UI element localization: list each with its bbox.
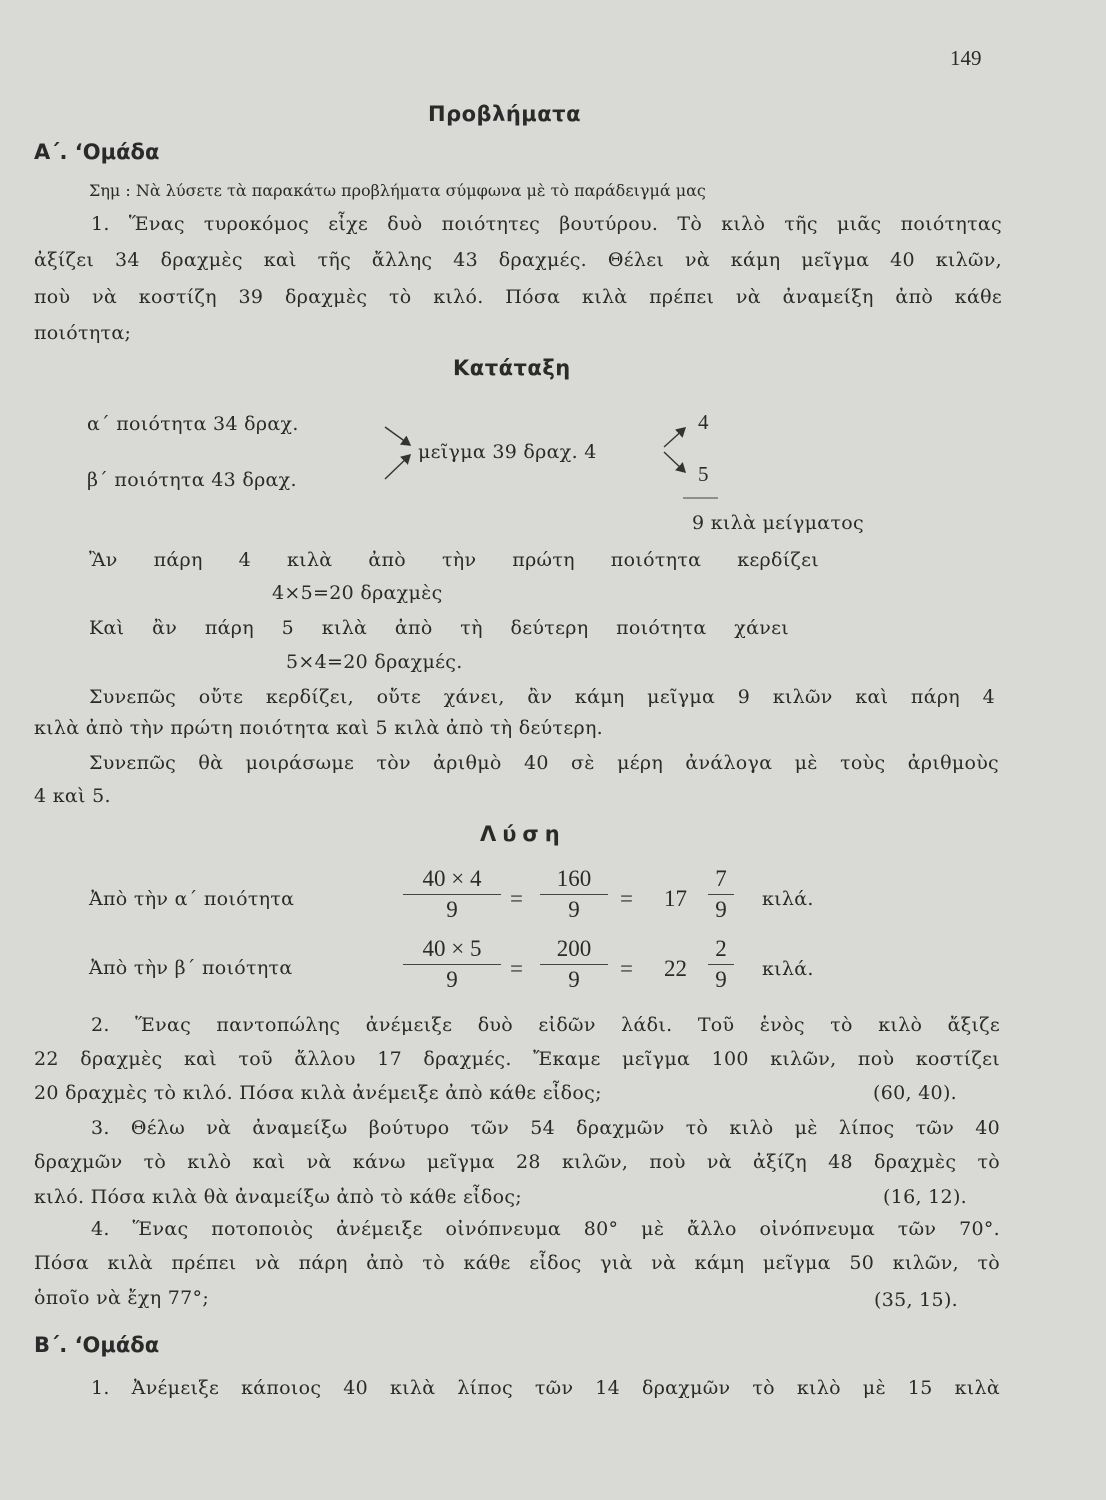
answer: (35, 15).	[874, 1289, 958, 1311]
mixture-label: μεῖγμα 39 δραχ. 4	[418, 441, 597, 463]
solution-label: Ἀπὸ τὴν β΄ ποιότητα	[89, 957, 293, 979]
problem-line: 4. Ἕνας ποτοποιὸς ἀνέμειξε οἰνόπνευμα 80° μὲ ἄλλο οἰνόπνευμα τῶν 70°.	[91, 1218, 1000, 1240]
group-b-label: Β΄. ʻΟμάδα	[34, 1333, 160, 1357]
problem-1-line: 1. Ἕνας τυροκόμος εἶχε δυὸ ποιότητες βουτύρου. Τὸ κιλὸ τῆς μιᾶς ποιότητας	[91, 213, 1002, 235]
reasoning-line: Καὶ ἂν πάρη 5 κιλὰ ἀπὸ τὴ δεύτερη ποιότητα χάνει	[89, 617, 789, 639]
problem-line: 2. Ἕνας παντοπώλης ἀνέμειξε δυὸ εἰδῶν λάδι. Τοῦ ἑνὸς τὸ κιλὸ ἄξιζε	[91, 1014, 1000, 1036]
unit: κιλά.	[762, 888, 814, 910]
solution-label: Ἀπὸ τὴν α΄ ποιότητα	[89, 888, 295, 910]
arrows-icon	[0, 0, 1106, 540]
reasoning-line: Συνεπῶς θὰ μοιράσωμε τὸν ἀριθμὸ 40 σὲ μέρη ἀνάλογα μὲ τοὺς ἀριθμοὺς	[89, 752, 999, 774]
solution-title: Λύση	[480, 822, 566, 846]
mixture-total: 9 κιλὰ μείγματος	[692, 512, 864, 534]
classification-title: Κατάταξη	[453, 356, 571, 380]
calculation: 4×5=20 δραχμὲς	[272, 582, 443, 604]
answer: (16, 12).	[883, 1186, 967, 1208]
problem-1-line: ποὺ νὰ κοστίζη 39 δραχμὲς τὸ κιλό. Πόσα κιλὰ πρέπει νὰ ἀναμείξη ἀπὸ κάθε	[34, 286, 1002, 308]
problem-line: κιλό. Πόσα κιλὰ θὰ ἀναμείξω ἀπὸ τὸ κάθε εἶδος;	[34, 1186, 522, 1208]
problem-line: Πόσα κιλὰ πρέπει νὰ πάρη ἀπὸ τὸ κάθε εἶδος γιὰ νὰ κάμη μεῖγμα 50 κιλῶν, τὸ	[34, 1252, 1000, 1274]
section-heading: Προβλήματα	[428, 102, 582, 126]
problem-line: δραχμῶν τὸ κιλὸ καὶ νὰ κάνω μεῖγμα 28 κιλῶν, ποὺ νὰ ἀξίζη 48 δραχμὲς τὸ	[34, 1151, 1000, 1173]
difference-top: 4	[698, 410, 709, 434]
whole-part: 17	[664, 886, 687, 911]
problem-line: 3. Θέλω νὰ ἀναμείξω βούτυρο τῶν 54 δραχμῶν τὸ κιλὸ μὲ λίπος τῶν 40	[91, 1117, 1000, 1139]
equals-sign: =	[620, 956, 633, 981]
calculation: 5×4=20 δραχμές.	[286, 651, 463, 673]
quality-a: α΄ ποιότητα 34 δραχ.	[87, 413, 299, 435]
unit: κιλά.	[762, 958, 814, 980]
group-a-label: Α΄. ʻΟμάδα	[34, 140, 160, 164]
equals-sign: =	[510, 956, 523, 981]
fraction: 40 × 4 9	[403, 866, 501, 923]
fraction: 2 9	[708, 936, 734, 993]
note: Σημ : Νὰ λύσετε τὰ παρακάτω προβλήματα σύμφωνα μὲ τὸ παράδειγμά μας	[89, 181, 706, 200]
problem-1-line: ἀξίζει 34 δραχμὲς καὶ τῆς ἄλλης 43 δραχμές. Θέλει νὰ κάμη μεῖγμα 40 κιλῶν,	[34, 249, 1002, 271]
fraction: 200 9	[540, 936, 608, 993]
reasoning-line: 4 καὶ 5.	[34, 785, 111, 807]
reasoning-line: κιλὰ ἀπὸ τὴν πρώτη ποιότητα καὶ 5 κιλὰ ἀπὸ τὴ δεύτερη.	[34, 717, 603, 739]
problem-line: 22 δραχμὲς καὶ τοῦ ἄλλου 17 δραχμές. Ἔκαμε μεῖγμα 100 κιλῶν, ποὺ κοστίζει	[34, 1048, 1000, 1070]
group-b-problem-1: 1. Ἀνέμειξε κάποιος 40 κιλὰ λίπος τῶν 14 δραχμῶν τὸ κιλὸ μὲ 15 κιλὰ	[91, 1377, 1000, 1399]
reasoning-line: Συνεπῶς οὔτε κερδίζει, οὔτε χάνει, ἂν κάμη μεῖγμα 9 κιλῶν καὶ πάρη 4	[89, 686, 995, 708]
fraction: 40 × 5 9	[403, 936, 501, 993]
problem-line: 20 δραχμὲς τὸ κιλό. Πόσα κιλὰ ἀνέμειξε ἀπὸ κάθε εἶδος;	[34, 1082, 602, 1104]
quality-b: β΄ ποιότητα 43 δραχ.	[87, 469, 297, 491]
problem-line: ὁποῖο νὰ ἔχη 77°;	[34, 1287, 210, 1309]
fraction: 160 9	[540, 866, 608, 923]
answer: (60, 40).	[873, 1082, 957, 1104]
problem-1-line: ποιότητα;	[34, 322, 132, 344]
difference-bottom: 5	[698, 462, 709, 486]
fraction: 7 9	[708, 866, 734, 923]
whole-part: 22	[664, 956, 687, 981]
equals-sign: =	[620, 886, 633, 911]
reasoning-line: Ἂν πάρη 4 κιλὰ ἀπὸ τὴν πρώτη ποιότητα κερδίζει	[89, 549, 819, 571]
equals-sign: =	[510, 886, 523, 911]
page-number: 149	[950, 46, 982, 70]
